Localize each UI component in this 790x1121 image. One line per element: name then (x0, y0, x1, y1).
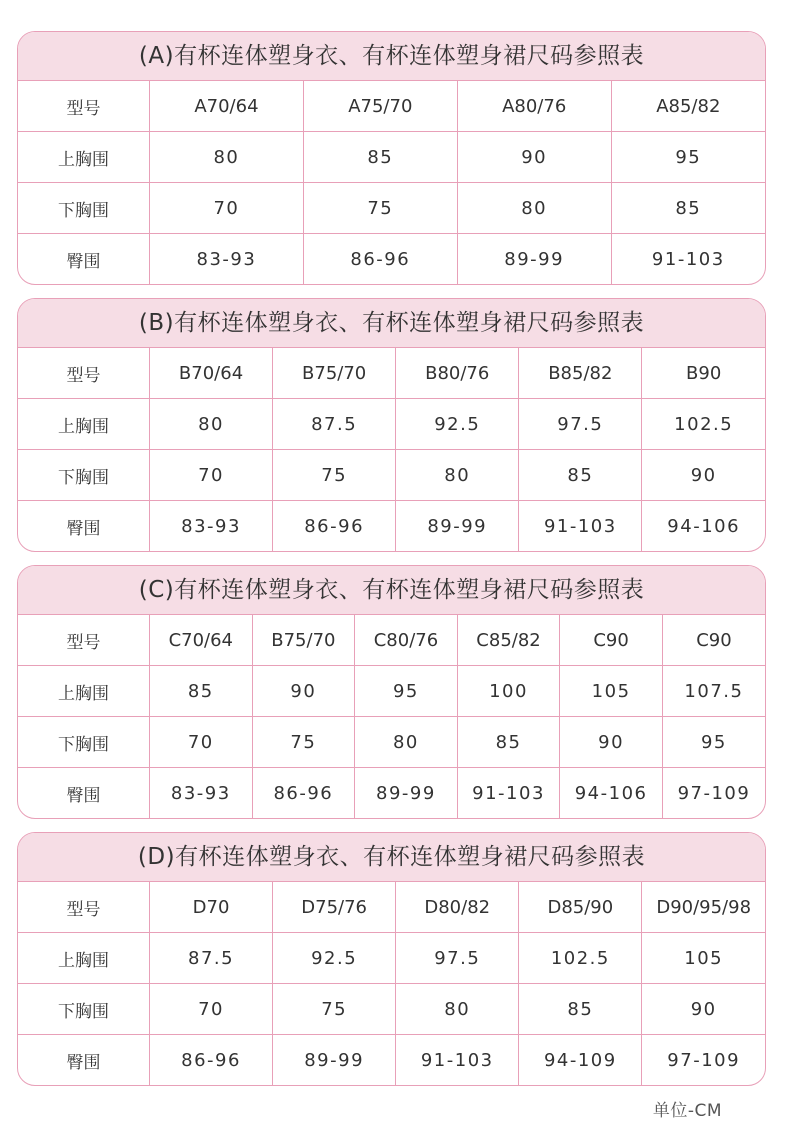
table-cell: 89-99 (355, 768, 458, 819)
table-row (18, 234, 765, 285)
row-label-hip: 臀围 (18, 501, 150, 552)
table-cell: 102.5 (519, 933, 642, 984)
size-table-d-grid (18, 882, 765, 1085)
table-cell: B75/70 (273, 348, 396, 399)
table-cell: 97.5 (396, 933, 519, 984)
row-label-upper-bust: 上胸围 (18, 399, 150, 450)
table-cell: 89-99 (457, 234, 611, 285)
unit-label: 单位-CM (652, 1101, 722, 1121)
table-cell: 70 (150, 717, 253, 768)
table-row (18, 501, 765, 552)
table-cell: 100 (457, 666, 560, 717)
table-cell: D70 (150, 882, 273, 933)
row-label-hip: 臀围 (18, 234, 150, 285)
table-cell: 83-93 (150, 768, 253, 819)
table-cell: 95 (355, 666, 458, 717)
table-cell: B75/70 (252, 615, 355, 666)
table-cell: 80 (396, 450, 519, 501)
table-cell: 89-99 (273, 1035, 396, 1086)
table-cell: 86-96 (252, 768, 355, 819)
table-cell: 102.5 (642, 399, 765, 450)
table-cell: 75 (303, 183, 457, 234)
table-cell: 80 (355, 717, 458, 768)
size-table-d-title: (D)有杯连体塑身衣、有杯连体塑身裙尺码参照表 (18, 833, 765, 882)
table-row (18, 615, 765, 666)
table-cell: 105 (642, 933, 765, 984)
table-cell: 86-96 (273, 501, 396, 552)
table-row (18, 1035, 765, 1086)
table-cell: C80/76 (355, 615, 458, 666)
table-cell: 90 (560, 717, 663, 768)
table-cell: 89-99 (396, 501, 519, 552)
table-cell: 94-106 (560, 768, 663, 819)
table-cell: 90 (457, 132, 611, 183)
table-cell: 91-103 (396, 1035, 519, 1086)
table-cell: 91-103 (457, 768, 560, 819)
table-cell: B80/76 (396, 348, 519, 399)
table-cell: A85/82 (611, 81, 765, 132)
table-cell: 92.5 (273, 933, 396, 984)
table-cell: 107.5 (662, 666, 765, 717)
table-row (18, 132, 765, 183)
table-cell: 105 (560, 666, 663, 717)
table-cell: 90 (252, 666, 355, 717)
row-label-model: 型号 (18, 615, 150, 666)
table-row (18, 768, 765, 819)
table-row (18, 933, 765, 984)
table-cell: 92.5 (396, 399, 519, 450)
size-table-c-grid (18, 615, 765, 818)
table-cell: D90/95/98 (642, 882, 765, 933)
row-label-upper-bust: 上胸围 (18, 132, 150, 183)
table-cell: C90 (662, 615, 765, 666)
size-table-b-title: (B)有杯连体塑身衣、有杯连体塑身裙尺码参照表 (18, 299, 765, 348)
table-cell: 94-106 (667, 515, 741, 537)
size-table-b-grid (18, 348, 765, 551)
table-cell: 95 (662, 717, 765, 768)
table-row (18, 666, 765, 717)
table-cell: 85 (519, 450, 642, 501)
row-label-under-bust: 下胸围 (18, 984, 150, 1035)
table-cell: 90 (642, 984, 765, 1035)
table-row (18, 450, 765, 501)
table-cell: 86-96 (303, 234, 457, 285)
table-cell: 87.5 (273, 399, 396, 450)
table-cell: 75 (252, 717, 355, 768)
table-row (18, 183, 765, 234)
table-cell: 80 (457, 183, 611, 234)
size-table-b (17, 298, 766, 552)
row-label-under-bust: 下胸围 (18, 717, 150, 768)
table-cell: D75/76 (273, 882, 396, 933)
table-cell: D85/90 (519, 882, 642, 933)
size-table-a-grid (18, 81, 765, 284)
table-row (18, 348, 765, 399)
table-cell: 85 (457, 717, 560, 768)
table-cell: 97-109 (677, 782, 751, 804)
size-table-d (17, 832, 766, 1086)
table-cell: 83-93 (150, 501, 273, 552)
table-cell: B85/82 (519, 348, 642, 399)
table-cell: A70/64 (150, 81, 304, 132)
table-cell: A75/70 (303, 81, 457, 132)
table-cell: 91-103 (519, 501, 642, 552)
table-cell: 91-103 (651, 248, 725, 270)
table-cell: D80/82 (396, 882, 519, 933)
table-cell: 70 (150, 450, 273, 501)
table-cell: 75 (273, 450, 396, 501)
table-row (18, 717, 765, 768)
table-cell: 94-109 (519, 1035, 642, 1086)
row-label-upper-bust: 上胸围 (18, 666, 150, 717)
table-cell: 85 (611, 183, 765, 234)
row-label-upper-bust: 上胸围 (18, 933, 150, 984)
table-cell: 80 (150, 399, 273, 450)
table-cell: 70 (150, 183, 304, 234)
row-label-under-bust: 下胸围 (18, 450, 150, 501)
table-cell: 80 (150, 132, 304, 183)
row-label-hip: 臀围 (18, 1035, 150, 1086)
size-table-c (17, 565, 766, 819)
size-table-a-title: (A)有杯连体塑身衣、有杯连体塑身裙尺码参照表 (18, 32, 765, 81)
row-label-under-bust: 下胸围 (18, 183, 150, 234)
table-cell: 95 (611, 132, 765, 183)
table-cell: 97-109 (667, 1049, 741, 1071)
table-cell: B90 (642, 348, 765, 399)
table-cell: 83-93 (150, 234, 304, 285)
table-row (18, 399, 765, 450)
table-cell: B70/64 (150, 348, 273, 399)
row-label-model: 型号 (18, 81, 150, 132)
table-cell: 85 (150, 666, 253, 717)
table-cell: C90 (560, 615, 663, 666)
table-cell: 87.5 (150, 933, 273, 984)
table-cell: 97.5 (519, 399, 642, 450)
table-row (18, 882, 765, 933)
table-cell: 75 (273, 984, 396, 1035)
table-cell: 90 (642, 450, 765, 501)
table-cell: A80/76 (457, 81, 611, 132)
table-row (18, 81, 765, 132)
size-table-a (17, 31, 766, 285)
size-table-c-title: (C)有杯连体塑身衣、有杯连体塑身裙尺码参照表 (18, 566, 765, 615)
table-cell: 85 (303, 132, 457, 183)
row-label-model: 型号 (18, 348, 150, 399)
table-row (18, 984, 765, 1035)
table-cell: 86-96 (150, 1035, 273, 1086)
table-cell: 85 (519, 984, 642, 1035)
table-cell: C85/82 (457, 615, 560, 666)
table-cell: 70 (150, 984, 273, 1035)
table-cell: 80 (396, 984, 519, 1035)
table-cell: C70/64 (150, 615, 253, 666)
row-label-model: 型号 (18, 882, 150, 933)
row-label-hip: 臀围 (18, 768, 150, 819)
